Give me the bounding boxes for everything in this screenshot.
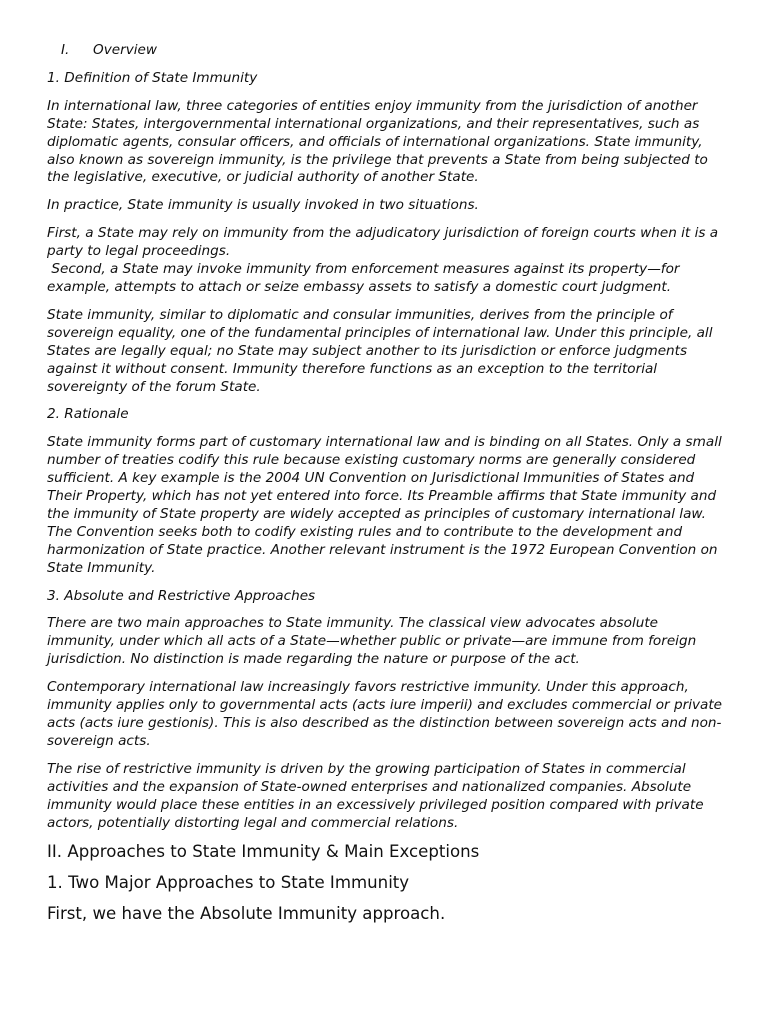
section-definition-heading: 1. Definition of State Immunity [47,69,258,86]
definition-paragraph-3-first: First, a State may rely on immunity from the adjudicatory jurisdiction of foreign courts when it is a party to legal proceedings. [47,225,719,260]
definition-paragraph-4: State immunity, similar to diplomatic and consular immunities, derives from the principle of sovereign equality, one of the fundamental principles of international law. Under this principle, all States are legally equal; no State may subject another to its jurisdiction or enforce judgments against it without consent. Immunity therefore functions as an exception to the territorial sovereignty of the forum State. [47,306,713,395]
overview-title: Overview [93,42,157,58]
part-two-heading: II. Approaches to State Immunity & Main Exceptions [47,842,480,862]
overview-heading [61,42,727,60]
rationale-paragraph: State immunity forms part of customary international law and is binding on all States. Only a small number of treaties codify this rule because existing customary norms are generally considered sufficient. A key example is the 2004 UN Convention on Jurisdictional Immunities of States and Their Property, which has not yet entered into force. Its Preamble affirms that State immunity and the immunity of State property are widely accepted as principles of customary international law. The Convention seeks both to codify existing rules and to contribute to the development and harmonization of State practice. Another relevant instrument is the 1972 European Convention on State Immunity. [47,434,722,576]
section-approaches-heading: 3. Absolute and Restrictive Approaches [47,587,316,604]
section-rationale-heading: 2. Rationale [47,406,129,423]
approaches-paragraph-1: There are two main approaches to State immunity. The classical view advocates absolute immunity, under which all acts of a State—whether public or private—are immune from foreign jurisdiction. No distinction is made regarding the nature or purpose of the act. [47,615,697,668]
part-two-subheading: 1. Two Major Approaches to State Immunity [47,873,410,893]
definition-paragraph-2: In practice, State immunity is usually invoked in two situations. [47,197,479,214]
document-page [47,42,727,935]
definition-paragraph-3 [47,225,727,297]
approaches-paragraph-2: Contemporary international law increasingly favors restrictive immunity. Under this approach, immunity applies only to governmental acts (acts iure imperii) and excludes commercial or private acts (acts iure gestionis). This is also described as the distinction between sovereign acts and non-sovereign acts. [47,679,723,749]
approaches-paragraph-3: The rise of restrictive immunity is driven by the growing participation of States in commercial activities and the expansion of State-owned enterprises and nationalized companies. Absolute immunity would place these entities in an excessively privileged position compared with private actors, potentially distorting legal and commercial relations. [47,760,704,831]
part-two-first-line: First, we have the Absolute Immunity approach. [47,904,446,924]
definition-paragraph-3-second: Second, a State may invoke immunity from enforcement measures against its property—for example, attempts to attach or seize embassy assets to satisfy a domestic court judgment. [47,261,684,295]
definition-paragraph-1: In international law, three categories of entities enjoy immunity from the jurisdiction of another State: States, intergovernmental international organizations, and their representatives, such as diplomatic agents, consular officers, and officials of international organizations. State immunity, also known as sovereign immunity, is the privilege that prevents a State from being subjected to the legislative, executive, or judicial authority of another State. [47,97,708,186]
overview-number: I. [61,42,70,58]
